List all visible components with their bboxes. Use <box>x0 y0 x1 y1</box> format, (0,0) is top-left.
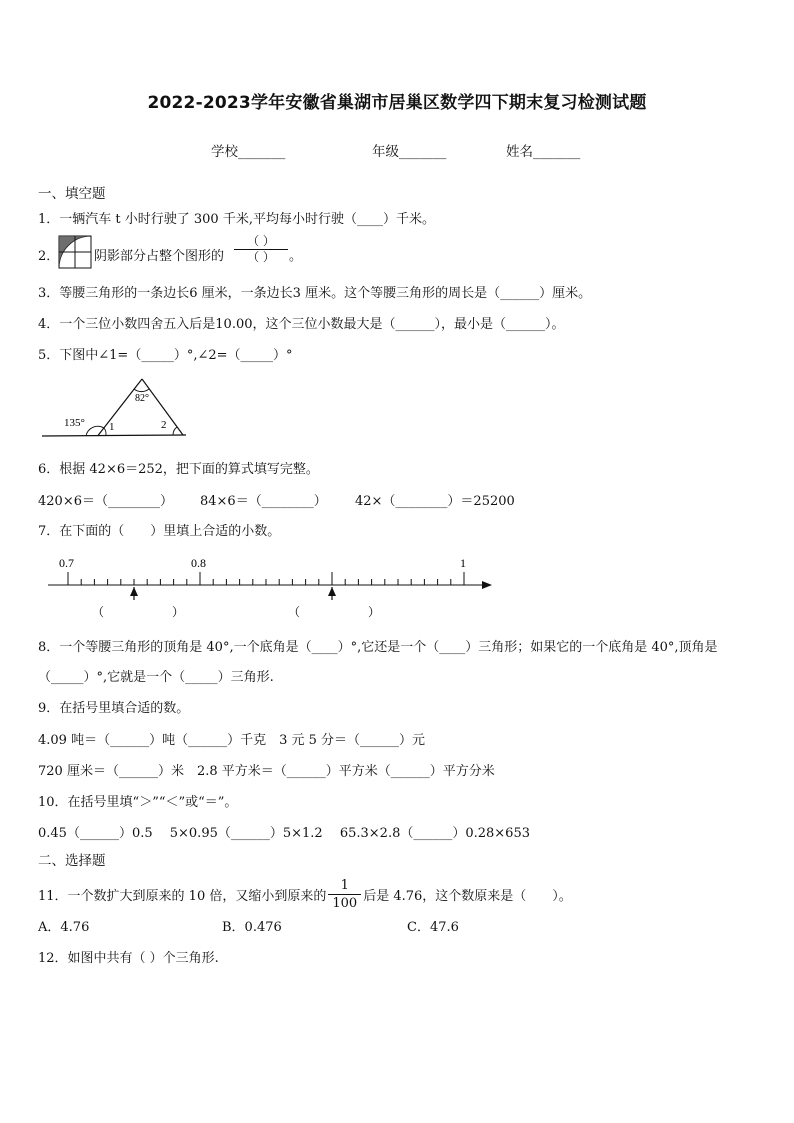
option-a[interactable]: A．4.76 <box>38 920 90 935</box>
fraction-denominator: 100 <box>332 896 358 911</box>
question-9-line-2: 720 厘米＝（______）米 2.8 平方米＝（______）平方米（______）平方分米 <box>38 764 495 779</box>
question-12: 12．如图中共有（ ）个三角形. <box>38 951 219 966</box>
question-11 <box>38 878 572 911</box>
section-multiple-choice: 二、选择题 <box>38 853 106 869</box>
question-9-line-1: 4.09 吨＝（______）吨（______）千克 3 元 5 分＝（______）元 <box>38 733 426 748</box>
angle-82-label: 82° <box>135 393 149 404</box>
question-1: 1．一辆汽车 t 小时行驶了 300 千米,平均每小时行驶（____）千米。 <box>38 212 435 227</box>
school-field[interactable]: 学校_______ <box>211 144 286 160</box>
answer-blank-1-close[interactable]: ） <box>172 605 185 619</box>
angle-1-label: 1 <box>109 421 115 433</box>
question-11-post: 后是 4.76，这个数原来是（ ）。 <box>363 889 572 904</box>
number-line-figure <box>40 550 500 624</box>
question-6-expr-a: 420×6＝（________） <box>38 494 173 509</box>
question-6-expr-c: 42×（________）＝25200 <box>355 494 515 509</box>
question-10: 10．在括号里填“＞”“＜”或“＝”。 <box>38 795 238 810</box>
question-8-line-1: 8．一个等腰三角形的顶角是 40°,一个底角是（____）°,它还是一个（____）三角形；如果它的一个底角是 40°,顶角是 <box>38 640 718 655</box>
question-10-line: 0.45（______）0.5 5×0.95（______）5×1.2 65.3×2.8（______）0.28×653 <box>38 826 530 841</box>
question-2-text: 阴影部分占整个图形的 <box>94 249 225 264</box>
tick-label-0-7: 0.7 <box>59 556 74 570</box>
page-title: 2022-2023学年安徽省巢湖市居巢区数学四下期末复习检测试题 <box>147 93 647 113</box>
question-6-expr-b: 84×6＝（________） <box>200 494 327 509</box>
question-5: 5．下图中∠1=（_____）°,∠2=（_____）° <box>38 348 293 363</box>
question-2-fraction <box>234 234 288 265</box>
option-c[interactable]: C．47.6 <box>407 920 459 935</box>
answer-blank-1-open[interactable]: （ <box>92 605 105 619</box>
fraction-numerator: 1 <box>328 878 361 895</box>
question-9: 9．在括号里填合适的数。 <box>38 701 190 716</box>
triangle-angle-figure <box>40 372 190 442</box>
question-11-pre: 11．一个数扩大到原来的 10 倍，又缩小到原来的 <box>38 889 327 904</box>
tick-label-1: 1 <box>460 556 466 570</box>
question-2-number: 2． <box>38 249 60 264</box>
fraction-numerator[interactable]: （ ） <box>234 234 288 250</box>
answer-blank-2-open[interactable]: （ <box>288 605 301 619</box>
arrow-marker-2 <box>328 587 336 596</box>
grade-field[interactable]: 年级_______ <box>372 144 447 160</box>
tick-label-0-8: 0.8 <box>191 556 206 570</box>
angle-135-label: 135° <box>64 417 85 429</box>
question-4: 4．一个三位小数四舍五入后是10.00，这个三位小数最大是（______），最小是（______）。 <box>38 317 565 332</box>
question-6: 6．根据 42×6＝252，把下面的算式填写完整。 <box>38 462 319 477</box>
arrow-marker-1 <box>130 587 138 596</box>
question-2-end: 。 <box>289 249 303 264</box>
section-fill-blank: 一、填空题 <box>38 186 106 202</box>
square-circle-figure <box>58 235 92 269</box>
option-b[interactable]: B．0.476 <box>222 920 282 935</box>
question-3: 3．等腰三角形的一条边长6 厘米，一条边长3 厘米。这个等腰三角形的周长是（______）厘米。 <box>38 286 592 301</box>
name-field[interactable]: 姓名_______ <box>506 144 581 160</box>
fraction-denominator[interactable]: （ ） <box>247 250 275 264</box>
answer-blank-2-close[interactable]: ） <box>368 605 381 619</box>
question-7: 7．在下面的（ ）里填上合适的小数。 <box>38 524 281 539</box>
angle-2-label: 2 <box>161 419 167 431</box>
question-11-fraction <box>328 878 361 911</box>
question-8-line-2: （_____）°,它就是一个（_____）三角形. <box>38 670 274 685</box>
